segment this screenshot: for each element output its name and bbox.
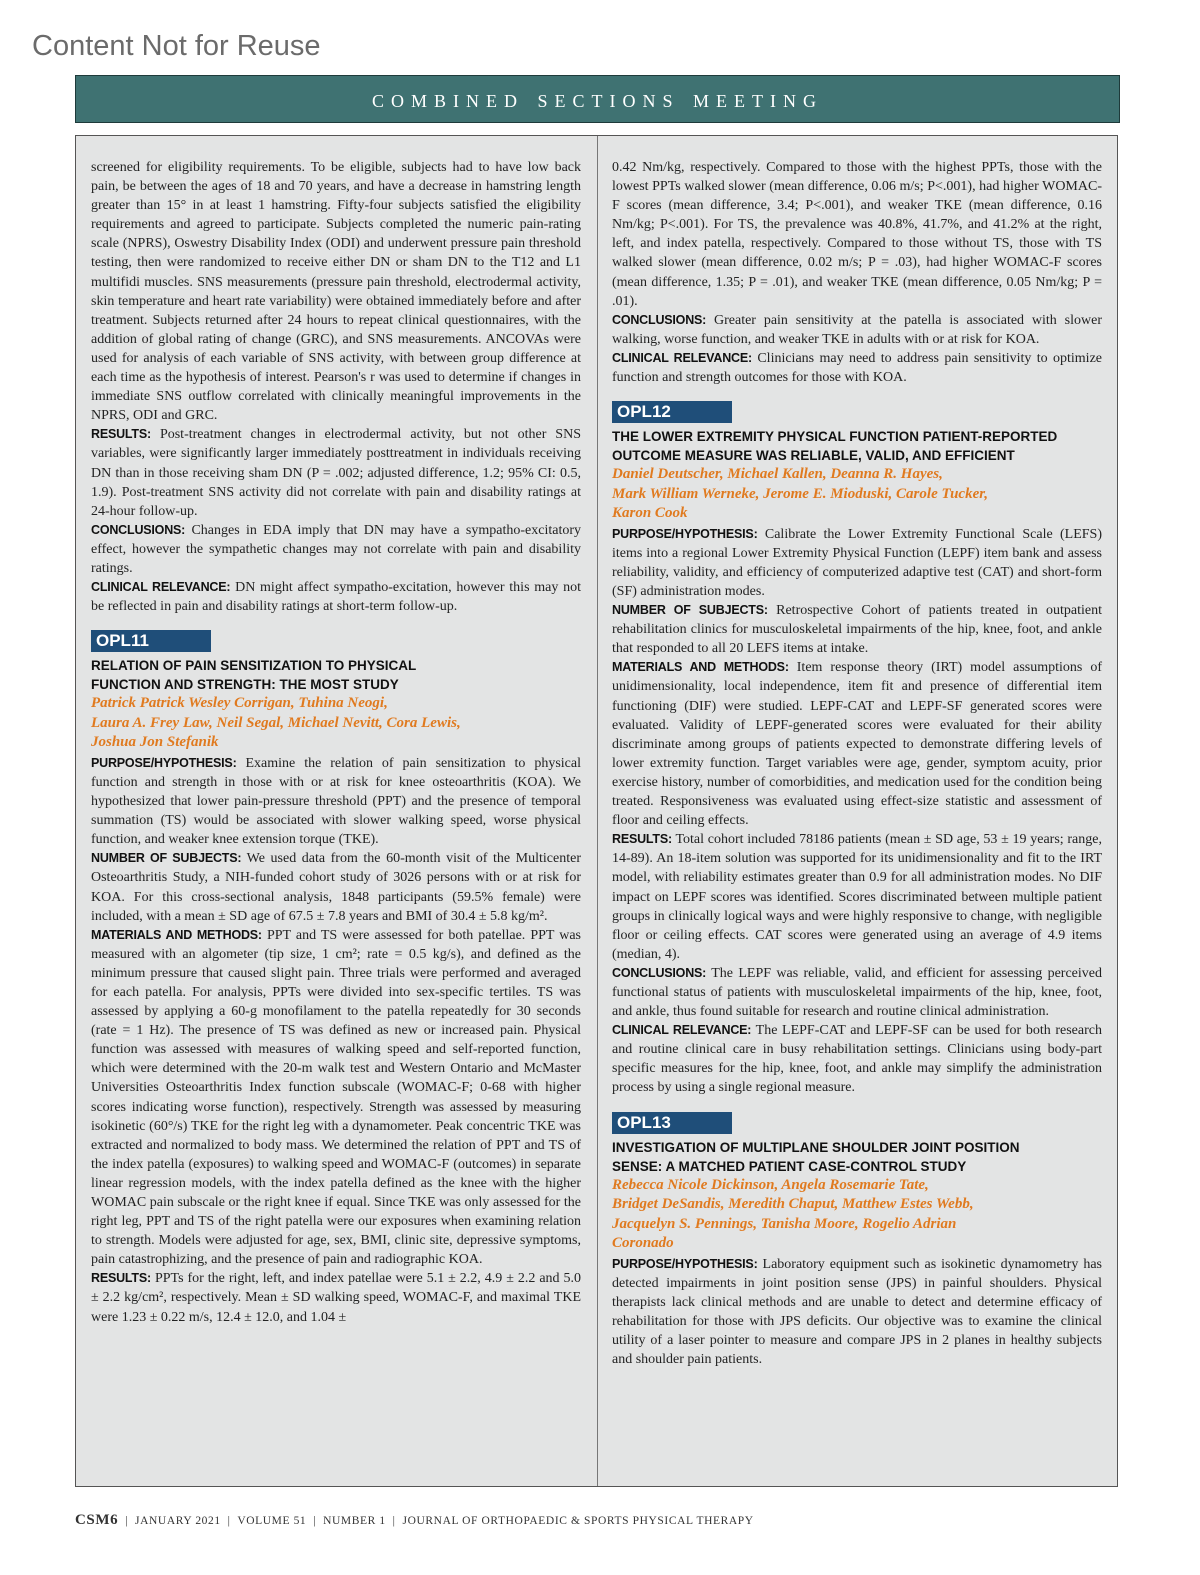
methods-label: MATERIALS AND METHODS: — [91, 927, 262, 942]
methods-paragraph-opl12 — [612, 658, 1102, 830]
abstract-tag-opl11: OPL11 — [91, 630, 211, 652]
clinical-paragraph-opl12 — [612, 1021, 1102, 1097]
conclusions-label: CONCLUSIONS: — [91, 522, 186, 537]
purpose-text: Laboratory equipment such as isokinetic dynamometry has detected impairments in joint position sense (JPS) in painful shoulders. Physical therapists lack clinical methods and are unable to detect and determine efficacy of rehabilitation for those with JPS deficits. Our objective was to examine the clinical utility of a laser pointer to measure and compare JPS in 2 planes in healthy subjects and shoulder pain patients. — [612, 1256, 1102, 1368]
purpose-text: Calibrate the Lower Extremity Functional Scale (LEFS) items into a regional Lower Extremity Physical Function (LEPF) item bank and assess reliability, validity, and efficiency of computerized adaptive test (CAT) and short-form (SF) administration modes. — [612, 526, 1102, 599]
clinical-text: The LEPF-CAT and LEPF-SF can be used for both research and routine clinical care in busy rehabilitation settings. Clinicians using body-part specific measures for the hip, knee, foot, and ankle may simplify the administration process by using a single regional measure. — [612, 1023, 1102, 1096]
clinical-paragraph — [612, 349, 1102, 387]
purpose-paragraph-opl12 — [612, 525, 1102, 601]
abstract-title-opl12: THE LOWER EXTREMITY PHYSICAL FUNCTION PATIENT-REPORTED OUTCOME MEASURE WAS RELIABLE, VALID, AND EFFICIENT — [612, 429, 1058, 464]
conclusions-label: CONCLUSIONS: — [612, 965, 707, 980]
results-label: RESULTS: — [612, 832, 672, 847]
clinical-label: CLINICAL RELEVANCE: — [612, 1023, 752, 1038]
abstract-title-opl13: INVESTIGATION OF MULTIPLANE SHOULDER JOINT POSITION SENSE: A MATCHED PATIENT CASE-CONTROL STUDY — [612, 1139, 1020, 1174]
authors-opl12: Daniel Deutscher, Michael Kallen, Deanna R. Hayes, Mark William Werneke, Jerome E. Mioduski, Carole Tucker, Karon Cook — [612, 466, 988, 522]
page-footer — [75, 1512, 754, 1529]
results-paragraph — [91, 425, 581, 520]
methods-paragraph-opl11 — [91, 926, 581, 1270]
conclusions-text: Greater pain sensitivity at the patella is associated with slower walking, worse function, and weaker TKE in adults with or at risk for KOA. — [612, 312, 1102, 347]
purpose-text: Examine the relation of pain sensitization to physical function and strength in those with or at risk for knee osteoarthritis (KOA). We hypothesized that lower pain-pressure threshold (PPT) and the presence of temporal summation (TS) would be associated with slower walking speed, worse physical function, and weaker knee extension torque (TKE). — [91, 755, 581, 848]
methods-text: Item response theory (IRT) model assumptions of unidimensionality, local independence, item fit and presence of differential item functioning (DIF) were studied. LEPF-CAT and LEPF-SF generated scores were evaluated. Validity of LEPF-generated scores were evaluated for their ability discriminate among groups of patients expected to demonstrate differing levels of lower extremity function. Target variables were age, gender, symptom acuity, prior exercise history, number of comorbidities, and medication used for the condition being treated. Responsiveness was evaluated using effect-size statistic and assessment of floor and ceiling effects. — [612, 660, 1102, 829]
abstract-title-opl11: RELATION OF PAIN SENSITIZATION TO PHYSICAL FUNCTION AND STRENGTH: THE MOST STUDY — [91, 658, 417, 693]
clinical-label: CLINICAL RELEVANCE: — [91, 580, 231, 595]
subjects-text: Retrospective Cohort of patients treated in outpatient rehabilitation clinics for musculoskeletal impairments of the hip, knee, foot, and ankle that responded to all 20 LEFS items at intake. — [612, 603, 1102, 657]
right-column — [612, 158, 1102, 1369]
conclusions-text: The LEPF was reliable, valid, and efficient for assessing perceived functional status of patients with musculoskeletal impairments of the hip, knee, foot, and ankle, thus found suitable for research and routine clinical administration. — [612, 965, 1102, 1020]
authors-opl11: Patrick Patrick Wesley Corrigan, Tuhina Neogi, Laura A. Frey Law, Neil Segal, Michael Nevitt, Cora Lewis, Joshua Jon Stefanik — [91, 695, 461, 751]
purpose-paragraph-opl13 — [612, 1255, 1102, 1370]
watermark: Content Not for Reuse — [32, 30, 321, 62]
subjects-label: NUMBER OF SUBJECTS: — [91, 851, 242, 866]
subjects-paragraph-opl11 — [91, 849, 581, 925]
column-divider — [597, 136, 598, 1486]
clinical-paragraph — [91, 578, 581, 616]
clinical-text: Clinicians may need to address pain sensitivity to optimize function and strength outcomes for those with KOA. — [612, 350, 1102, 386]
abstract-tag-opl12: OPL12 — [612, 401, 732, 423]
conclusions-paragraph — [612, 311, 1102, 349]
purpose-label: PURPOSE/HYPOTHESIS: — [91, 755, 237, 770]
clinical-text: DN might affect sympatho-excitation, however this may not be reflected in pain and disability ratings at short-term follow-up. — [91, 580, 581, 615]
continued-text: 0.42 Nm/kg, respectively. Compared to those with the highest PPTs, those with the lowest PPTs walked slower (mean difference, 0.06 m/s; P<.001), had higher WOMAC-F scores (mean difference, 3.4; P<.001), and weaker TKE (mean difference, 0.16 Nm/kg; P<.001). For TS, the prevalence was 40.8%, 41.7%, and 41.2% at the right, left, and index patella, respectively. Compared to those without TS, those with TS walked slower (mean difference, 0.02 m/s; P = .03), had higher WOMAC-F scores (mean difference, 1.35; P = .01), and weaker TKE (mean difference, 0.05 Nm/kg; P = .01). — [612, 160, 1102, 309]
conclusions-paragraph — [91, 521, 581, 578]
page-number: CSM6 — [75, 1512, 119, 1528]
conclusions-label: CONCLUSIONS: — [612, 312, 707, 327]
results-label: RESULTS: — [91, 1271, 151, 1286]
methods-text: PPT and TS were assessed for both patellae. PPT was measured with an algometer (tip size, 1 cm²; rate = 0.5 kg/s), and defined as the minimum pressure that caused slight pain. Three trials were performed and averaged for each patella. For analysis, PPTs were divided into sex-specific tertiles. TS was assessed by applying a 60-g monofilament to the patella repeatedly for 30 seconds (rate = 1 Hz). The presence of TS was defined as new or increased pain. Physical function was assessed with measures of walking speed and self-reported function, which were determined with the 20-m walk test and Western Ontario and McMaster Universities Osteoarthritis Index function subscale (WOMAC-F; 0-68 with higher scores indicating worse function), respectively. Strength was assessed by measuring isokinetic (60°/s) TKE for the right leg with a dynamometer. Peak concentric TKE was extracted and normalized to body mass. We determined the relation of PPT and TS of the index patella (exposures) to walking speed and WOMAC-F (outcomes) in separate linear regression models, with the index patella defined as the knee with the higher WOMAC pain subscale or the right knee if equal. Since TKE was only assessed for the right leg, PPT and TS of the right patella were our exposures when examining relation to strength. Models were adjusted for age, sex, BMI, clinic site, depressive symptoms, pain catastrophizing, and the presence of pain and radiographic KOA. — [91, 927, 582, 1268]
subjects-paragraph-opl12 — [612, 601, 1102, 658]
results-text: PPTs for the right, left, and index patellae were 5.1 ± 2.2, 4.9 ± 2.2 and 5.0 ± 2.2 kg/cm², respectively. Mean ± SD walking speed, WOMAC-F, and maximal TKE were 1.23 ± 0.22 m/s, 12.4 ± 12.0, and 1.04 ± — [91, 1271, 581, 1325]
footer-journal-info: | JANUARY 2021 | VOLUME 51 | NUMBER 1 | JOURNAL OF ORTHOPAEDIC & SPORTS PHYSICAL THERAPY — [118, 1515, 754, 1527]
authors-opl13: Rebecca Nicole Dickinson, Angela Rosemarie Tate, Bridget DeSandis, Meredith Chaput, Matthew Estes Webb, Jacquelyn S. Pennings, Tanisha Moore, Rogelio Adrian Coronado — [612, 1176, 974, 1252]
subjects-text: We used data from the 60-month visit of the Multicenter Osteoarthritis Study, a NIH-funded cohort study of 3026 persons with or at risk for KOA. For this cross-sectional analysis, 1848 participants (59.5% female) were included, with a mean ± SD age of 67.5 ± 7.8 years and BMI of 30.4 ± 5.8 kg/m². — [91, 851, 581, 924]
results-text: Total cohort included 78186 patients (mean ± SD age, 53 ± 19 years; range, 14-89). An 18-item solution was supported for its unidimensionality and fit to the IRT model, with reliability estimates greater than 0.9 for all administration modes. No DIF impact on LEPF scores was identified. Scores discriminated between multiple patient groups in clinically logical ways and were highly responsive to change, with negligible floor or ceiling effects. CAT scores were generated using an average of 4.9 items (median, 4). — [612, 832, 1102, 962]
content-box — [75, 135, 1118, 1487]
subjects-label: NUMBER OF SUBJECTS: — [612, 603, 768, 618]
clinical-label: CLINICAL RELEVANCE: — [612, 350, 752, 365]
section-banner — [75, 75, 1120, 123]
abstract-tag-opl13: OPL13 — [612, 1112, 732, 1134]
banner-title: combined sections meeting — [372, 84, 823, 113]
results-label: RESULTS: — [91, 427, 151, 442]
results-paragraph-opl12 — [612, 830, 1102, 964]
purpose-label: PURPOSE/HYPOTHESIS: — [612, 526, 758, 541]
purpose-label: PURPOSE/HYPOTHESIS: — [612, 1256, 758, 1271]
conclusions-text: Changes in EDA imply that DN may have a sympatho-excitatory effect, however the sympathetic changes may not correlate with pain and disability ratings. — [91, 522, 581, 576]
results-paragraph-opl11 — [91, 1269, 581, 1326]
intro-text: screened for eligibility requirements. To be eligible, subjects had to have low back pain, be between the ages of 18 and 70 years, and have a decrease in hamstring length greater than 15° in at least 1 hamstring. Fifty-four subjects satisfied the eligibility requirements and agreed to participate. Subjects completed the numeric pain-rating scale (NPRS), Oswestry Disability Index (ODI) and underwent pressure pain threshold testing, then were randomized to receive either DN or sham DN to the T12 and L1 multifidi muscles. SNS measurements (pressure pain threshold, electrodermal activity, skin temperature and heart rate variability) were obtained immediately before and after treatment. Subjects returned after 24 hours to repeat clinical questionnaires, with the addition of global rating of change (GRC), and SNS measurements. ANCOVAs were used for analysis of each variable of SNS activity, with between group difference at each time as the hypothesis of interest. Pearson's r was used to determine if changes in immediate SNS outflow correlated with clinically meaningful improvements in the NPRS, ODI and GRC. — [91, 160, 581, 424]
methods-label: MATERIALS AND METHODS: — [612, 660, 789, 675]
purpose-paragraph-opl11 — [91, 754, 581, 849]
left-column — [91, 158, 581, 1327]
results-text: Post-treatment changes in electrodermal activity, but not other SNS variables, were significantly larger immediately posttreatment in individuals receiving DN than in those receiving sham DN (P = .002; adjusted difference, 1.2; 95% CI: 0.5, 1.9). Post-treatment SNS activity did not correlate with pain and disability ratings at 24-hour follow-up. — [91, 427, 581, 519]
conclusions-paragraph-opl12 — [612, 964, 1102, 1021]
